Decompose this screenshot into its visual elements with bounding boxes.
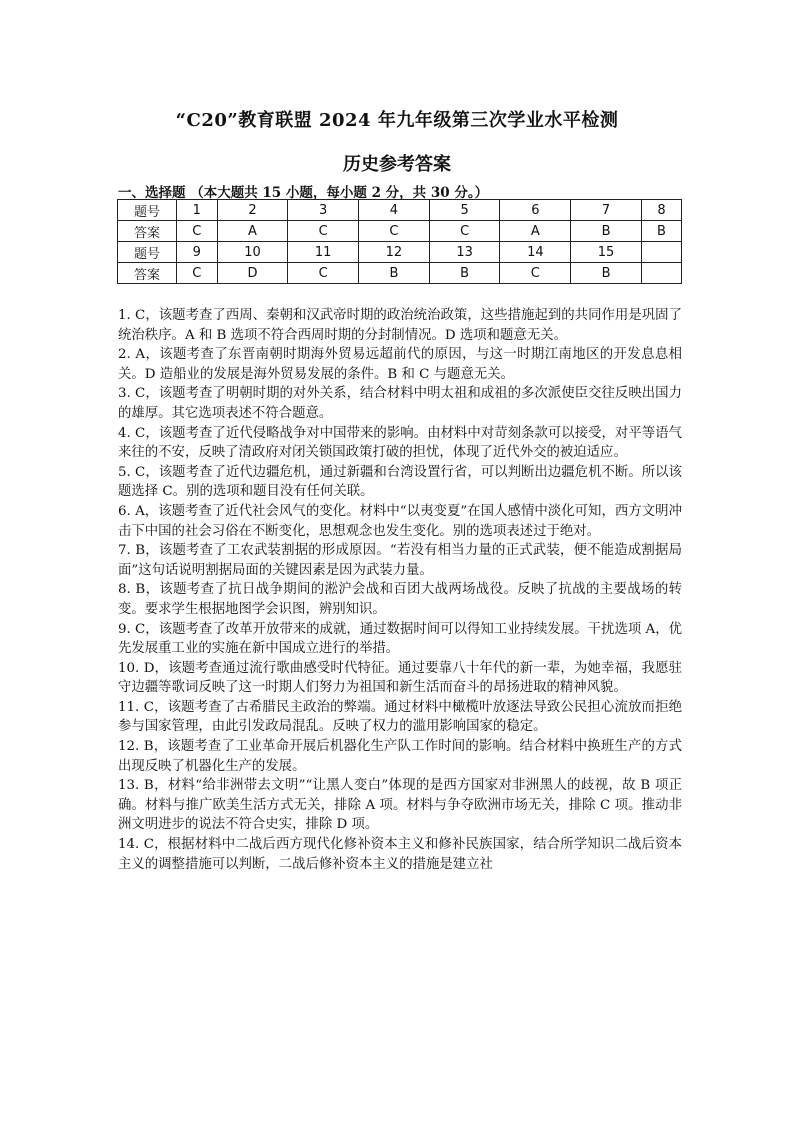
question-cell: 2 [217, 200, 288, 221]
answer-cell: A [217, 221, 288, 242]
answer-table [117, 199, 682, 284]
explanation-paragraph: 11. C，该题考查了古希腊民主政治的弊端。通过材料中橄榄叶放逐法导致公民担心流放而拒绝参与国家管理，由此引发政局混乱。反映了权力的滥用影响国家的稳定。 [118, 699, 682, 735]
answer-cell: C [359, 221, 430, 242]
answer-cell: B [429, 263, 500, 284]
explanation-paragraph: 4. C，该题考查了近代侵略战争对中国带来的影响。由材料中对苛刻条款可以接受，对平等语气来往的不安，反映了清政府对闭关锁国政策打破的担忧，体现了近代外交的被迫适应。 [118, 425, 682, 461]
answer-cell: C [288, 221, 359, 242]
question-cell: 15 [571, 242, 642, 263]
answer-cell: B [571, 221, 642, 242]
explanation-paragraph: 8. B，该题考查了抗日战争期间的淞沪会战和百团大战两场战役。反映了抗战的主要战场的转变。要求学生根据地图学会识图，辨别知识。 [118, 582, 682, 617]
section-title: 一、选择题 [118, 185, 186, 201]
row-label: 题号 [118, 242, 177, 263]
question-cell: 13 [429, 242, 500, 263]
answer-cell: C [500, 263, 571, 284]
question-cell [641, 242, 681, 263]
explanation-paragraph: 9. C，该题考查了改革开放带来的成就，通过数据时间可以得知工业持续发展。干扰选项 A，优先发展重工业的实施在新中国成立进行的举措。 [118, 621, 682, 657]
answer-cell: B [571, 263, 642, 284]
explanation-paragraph: 13. B，材料“给非洲带去文明”“让黑人变白”体现的是西方国家对非洲黑人的歧视，故 B 项正确。材料与推广欧美生活方式无关，排除 A 项。材料与争夺欧洲市场无关，排除 C 项。推动非洲文明进步的说法不符合史实，排除 D 项。 [118, 778, 682, 833]
answer-cell: B [359, 263, 430, 284]
explanation-paragraph: 14. C，根据材料中二战后西方现代化修补资本主义和修补民族国家，结合所学知识二战后资本主义的调整措施可以判断，二战后修补资本主义的措施是建立社 [118, 837, 682, 872]
document-title: “C20”教育联盟 2024 年九年级第三次学业水平检测 [175, 110, 619, 131]
explanation-paragraph: 1. C，该题考查了西周、秦朝和汉武帝时期的政治统治政策，这些措施起到的共同作用是巩固了统治秩序。A 和 B 选项不符合西周时期的分封制情况。D 选项和题意无关。 [118, 308, 682, 343]
table-row [118, 242, 682, 263]
explanation-paragraph: 2. A，该题考查了东晋南朝时期海外贸易远超前代的原因，与这一时期江南地区的开发息息相关。D 造船业的发展是海外贸易发展的条件。B 和 C 与题意无关。 [118, 347, 682, 382]
table-row [118, 200, 682, 221]
explanation-paragraph: 3. C，该题考查了明朝时期的对外关系，结合材料中明太祖和成祖的多次派使臣交往反映出国力的雄厚。其它选项表述不符合题意。 [118, 386, 682, 421]
section-note: （本大题共 15 小题，每小题 2 分，共 30 分。） [190, 185, 489, 201]
explanation-paragraph: 12. B，该题考查了工业革命开展后机器化生产队工作时间的影响。结合材料中换班生产的方式出现反映了机器化生产的发展。 [118, 739, 682, 774]
row-label: 题号 [118, 200, 177, 221]
answer-cell: C [429, 221, 500, 242]
explanation-paragraph: 7. B，该题考查了工农武装割据的形成原因。“若没有相当力量的正式武装，便不能造成割据局面”这句话说明割据局面的关键因素是因为武装力量。 [118, 543, 682, 578]
question-cell: 1 [177, 200, 218, 221]
document-subtitle: 历史参考答案 [343, 154, 451, 175]
explanation-paragraph: 10. D，该题考查通过流行歌曲感受时代特征。通过要靠八十年代的新一辈，为她幸福，我愿驻守边疆等歌词反映了这一时期人们努力为祖国和新生活而奋斗的昂扬进取的精神风貌。 [118, 660, 682, 696]
question-cell: 5 [429, 200, 500, 221]
question-cell: 10 [217, 242, 288, 263]
answer-cell: C [288, 263, 359, 284]
explanation-paragraph: 5. C，该题考查了近代边疆危机，通过新疆和台湾设置行省，可以判断出边疆危机不断。所以该题选择 C。别的选项和题目没有任何关联。 [118, 464, 682, 500]
question-cell: 14 [500, 242, 571, 263]
question-cell: 3 [288, 200, 359, 221]
answer-cell: A [500, 221, 571, 242]
row-label: 答案 [118, 221, 177, 242]
question-cell: 9 [177, 242, 218, 263]
question-cell: 6 [500, 200, 571, 221]
table-row [118, 221, 682, 242]
explanation-paragraph: 6. A，该题考查了近代社会风气的变化。材料中“以夷变夏”在国人感情中淡化可知，西方文明冲击下中国的社会习俗在不断变化，思想观念也发生变化。别的选项表述过于绝对。 [118, 503, 682, 539]
row-label: 答案 [118, 263, 177, 284]
explanations-body [118, 306, 682, 874]
question-cell: 4 [359, 200, 430, 221]
answer-cell: C [177, 263, 218, 284]
section-heading [118, 181, 488, 201]
answer-cell: C [177, 221, 218, 242]
question-cell: 8 [641, 200, 681, 221]
question-cell: 11 [288, 242, 359, 263]
answer-cell: D [217, 263, 288, 284]
answer-cell [641, 263, 681, 284]
answer-cell: B [641, 221, 681, 242]
question-cell: 7 [571, 200, 642, 221]
table-row [118, 263, 682, 284]
question-cell: 12 [359, 242, 430, 263]
